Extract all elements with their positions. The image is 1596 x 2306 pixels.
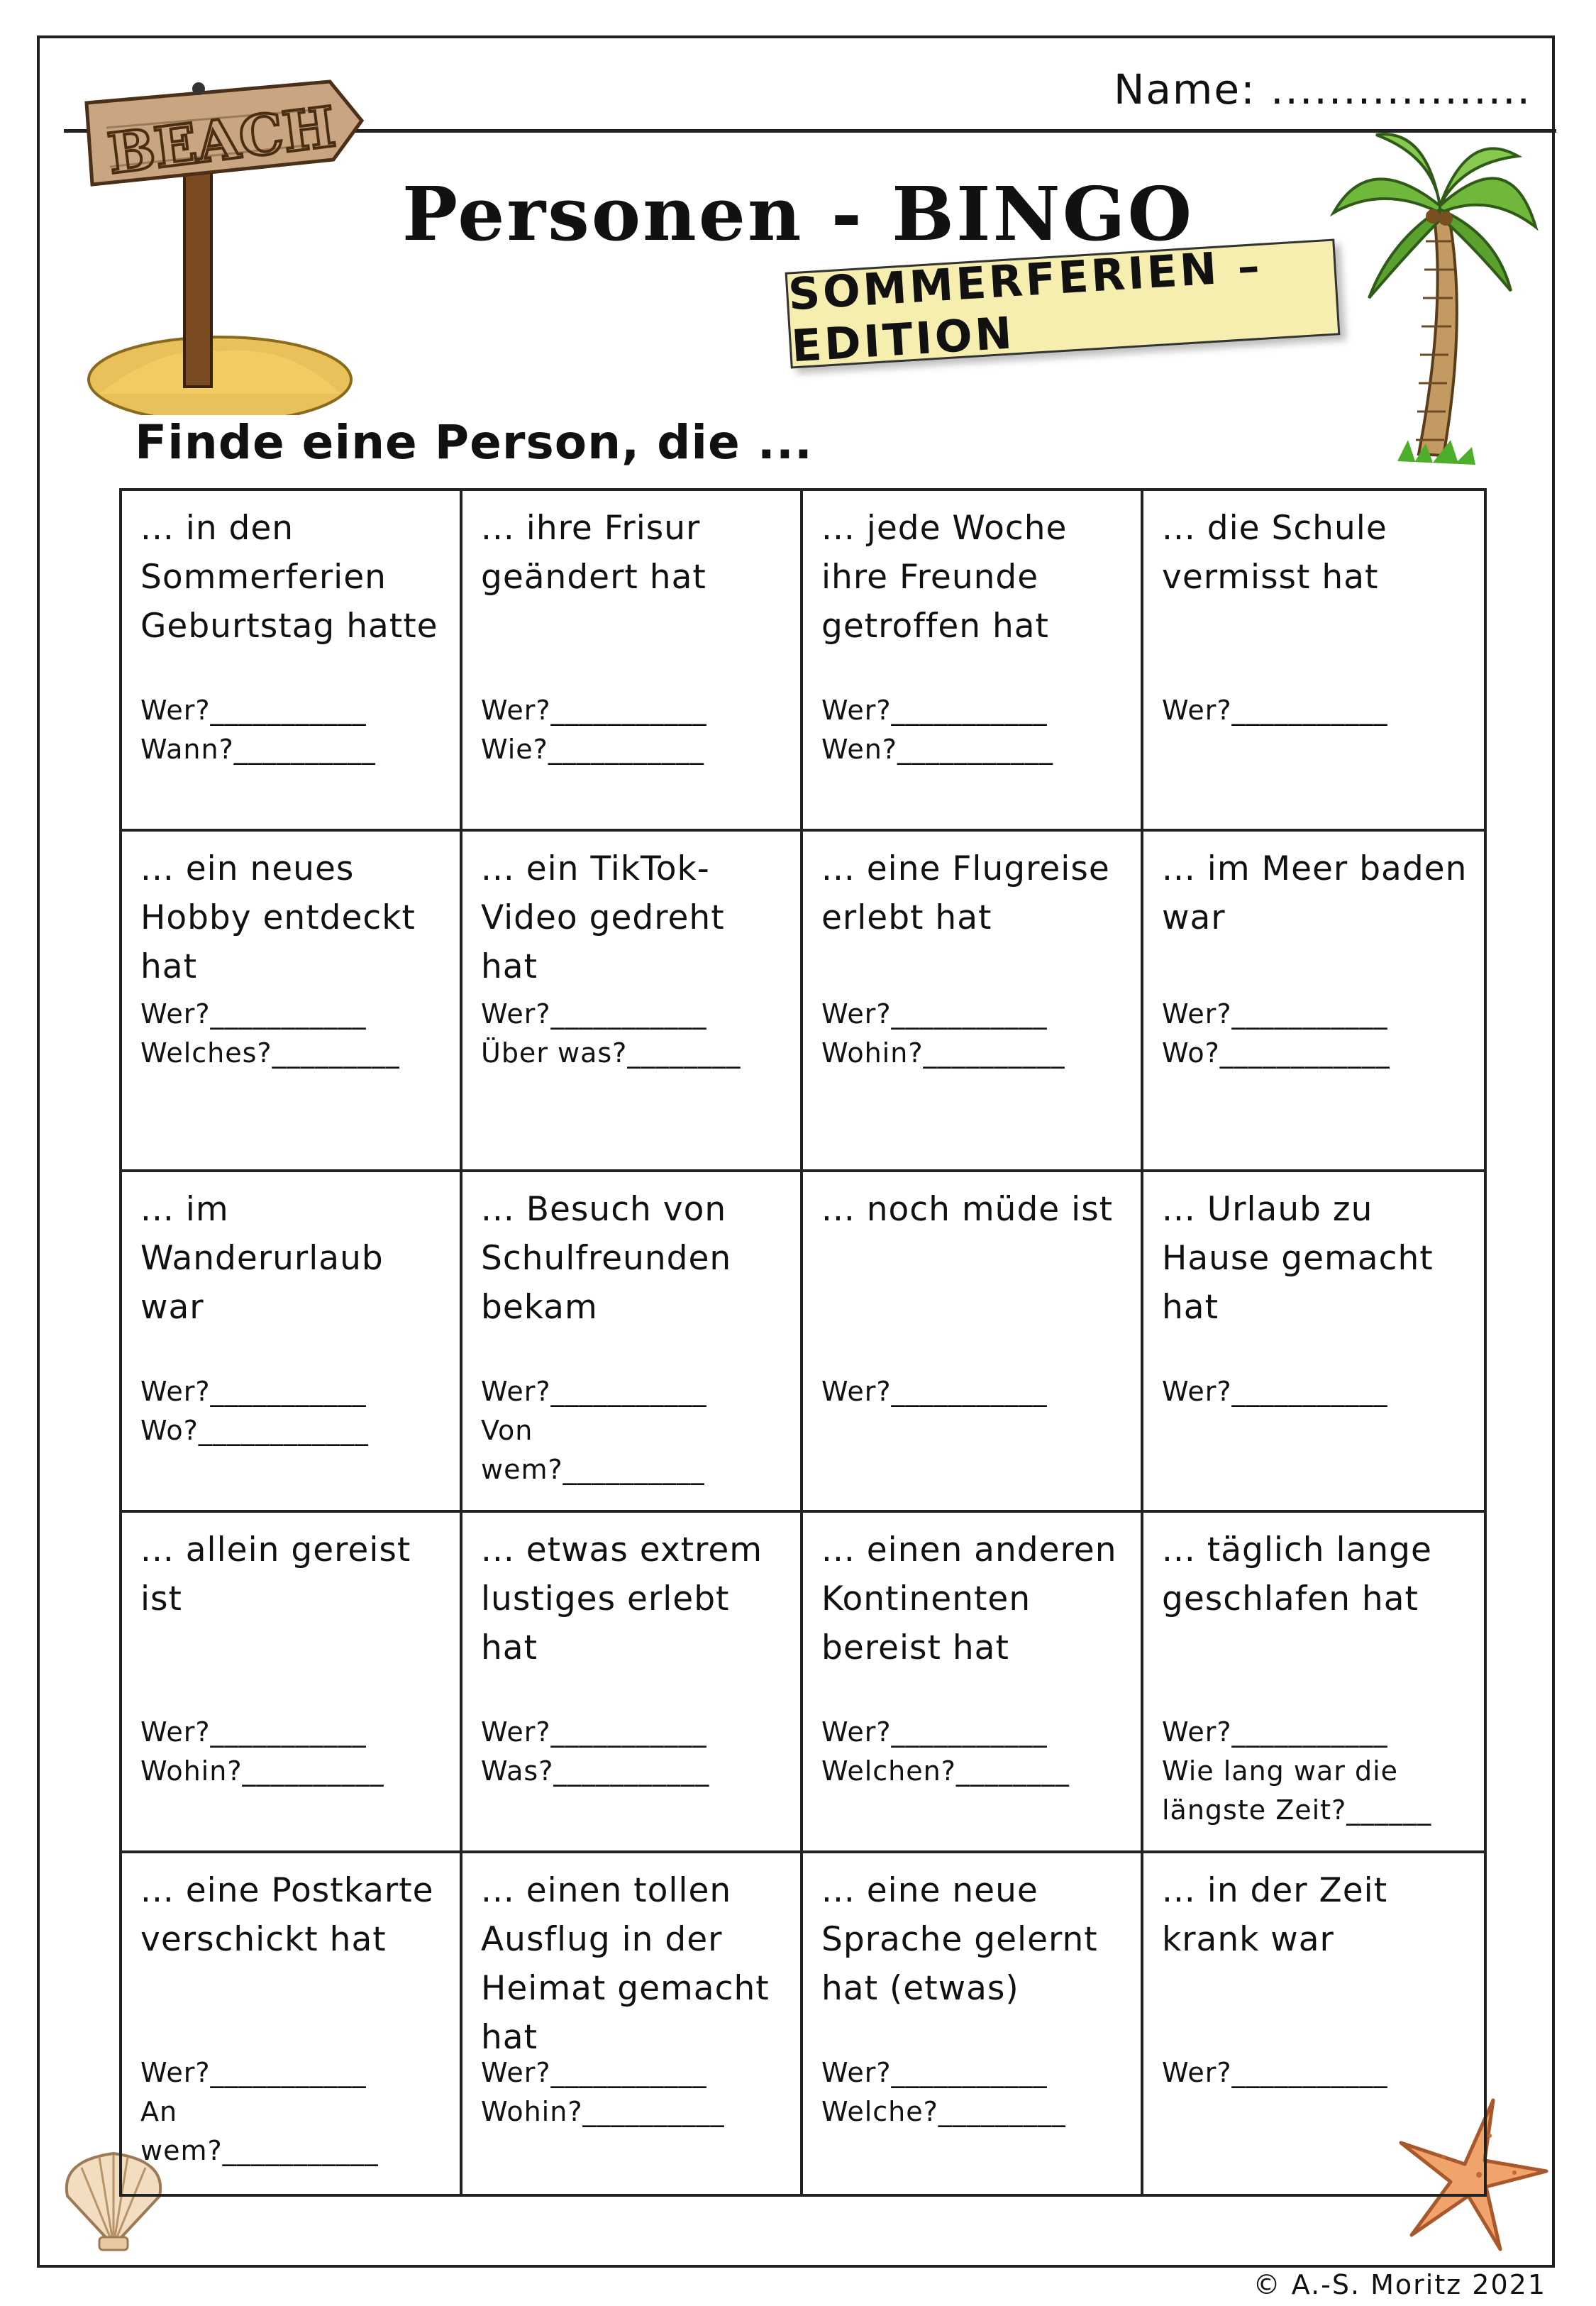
bingo-prompt: ... ein neues Hobby entdeckt hat [140,849,416,986]
bingo-cell[interactable] [122,491,462,832]
bingo-prompt: ... Besuch von Schulfreunden bekam [481,1190,732,1327]
answer-line[interactable]: An [140,2096,178,2127]
answer-line[interactable]: Wer?___________ [821,1716,1048,1748]
copyright-notice: © A.-S. Moritz 2021 [1253,2269,1546,2300]
bingo-prompt: ... eine neue Sprache gelernt hat (etwas) [821,1871,1098,2008]
bingo-prompt: ... in der Zeit krank war [1162,1871,1388,1959]
bingo-prompt: ... einen anderen Kontinenten bereist hat [821,1530,1117,1667]
answer-fields [140,1713,447,1791]
answer-fields [1162,691,1471,730]
answer-fields [140,2053,447,2170]
bingo-cell[interactable] [122,1513,462,1853]
answer-line[interactable]: wem?___________ [140,2135,379,2166]
bingo-cell[interactable] [1143,491,1484,832]
answer-line[interactable]: Wann?__________ [140,734,376,765]
answer-line[interactable]: Wer?___________ [821,695,1048,726]
task-instruction: Finde eine Person, die ... [135,415,813,470]
answer-line[interactable]: Von [481,1415,533,1446]
bingo-prompt: ... die Schule vermisst hat [1162,509,1387,597]
bingo-cell[interactable] [803,1172,1143,1513]
answer-fields [1162,2053,1471,2092]
bingo-prompt: ... Urlaub zu Hause gemacht hat [1162,1190,1434,1327]
answer-line[interactable]: Welches?_________ [140,1037,400,1069]
bingo-prompt: ... im Wanderurlaub war [140,1190,384,1327]
answer-fields [1162,1713,1471,1830]
answer-line[interactable]: Wer?___________ [140,1716,367,1748]
answer-line[interactable]: Wer?___________ [1162,998,1388,1030]
bingo-prompt: ... einen tollen Ausflug in der Heimat gemacht hat [481,1871,770,2057]
bingo-cell[interactable] [803,1513,1143,1853]
bingo-cell[interactable] [462,1172,803,1513]
answer-line[interactable]: Was?___________ [481,1755,710,1787]
edition-banner-text: SOMMERFERIEN – EDITION [787,239,1264,373]
bingo-cell[interactable] [122,1853,462,2194]
answer-line[interactable]: Wer?___________ [481,695,707,726]
answer-fields [1162,1372,1471,1411]
answer-fields [481,691,787,769]
answer-fields [821,2053,1128,2131]
answer-line[interactable]: längste Zeit?______ [1162,1794,1432,1826]
bingo-prompt: ... noch müde ist [821,1190,1114,1229]
answer-fields [481,1372,787,1489]
name-field[interactable]: Name: .................. [1114,65,1531,114]
answer-line[interactable]: Wer?___________ [821,2057,1048,2088]
bingo-cell[interactable] [122,1172,462,1513]
answer-line[interactable]: Wer?___________ [1162,1716,1388,1748]
answer-fields [1162,995,1471,1073]
answer-fields [140,995,447,1073]
bingo-cell[interactable] [803,1853,1143,2194]
bingo-cell[interactable] [803,491,1143,832]
answer-line[interactable]: Wer?___________ [821,1376,1048,1407]
answer-line[interactable]: Wer?___________ [1162,695,1388,726]
answer-line[interactable]: Wohin?__________ [140,1755,384,1787]
bingo-cell[interactable] [1143,1853,1484,2194]
bingo-prompt: ... eine Flugreise erlebt hat [821,849,1110,937]
answer-line[interactable]: Wer?___________ [481,1376,707,1407]
answer-line[interactable]: Wohin?__________ [821,1037,1065,1069]
bingo-prompt: ... im Meer baden war [1162,849,1468,937]
answer-fields [821,691,1128,769]
answer-line[interactable]: Wo?____________ [1162,1037,1390,1069]
bingo-prompt: ... täglich lange geschlafen hat [1162,1530,1432,1618]
answer-line[interactable]: Wer?___________ [481,2057,707,2088]
answer-fields [821,1713,1128,1791]
answer-fields [821,1372,1128,1411]
bingo-prompt: ... in den Sommerferien Geburtstag hatte [140,509,438,646]
answer-line[interactable]: Wer?___________ [140,998,367,1030]
answer-line[interactable]: Wie lang war die [1162,1755,1399,1787]
bingo-cell[interactable] [462,832,803,1172]
answer-line[interactable]: Wer?___________ [140,2057,367,2088]
bingo-cell[interactable] [1143,1172,1484,1513]
answer-line[interactable]: wem?__________ [481,1454,705,1485]
bingo-cell[interactable] [462,491,803,832]
answer-line[interactable]: Wer?___________ [140,1376,367,1407]
answer-fields [140,691,447,769]
answer-line[interactable]: Wo?____________ [140,1415,369,1446]
bingo-prompt: ... ihre Frisur geändert hat [481,509,706,597]
bingo-prompt: ... allein gereist ist [140,1530,411,1618]
answer-fields [481,2053,787,2131]
bingo-cell[interactable] [1143,832,1484,1172]
answer-line[interactable]: Wer?___________ [481,998,707,1030]
answer-line[interactable]: Wer?___________ [140,695,367,726]
answer-line[interactable]: Welchen?________ [821,1755,1070,1787]
bingo-prompt: ... ein TikTok-Video gedreht hat [481,849,725,986]
page-title: Personen - BINGO [401,170,1195,258]
answer-line[interactable]: Welche?_________ [821,2096,1066,2127]
bingo-grid [119,488,1487,2197]
bingo-prompt: ... eine Postkarte verschickt hat [140,1871,434,1959]
answer-line[interactable]: Wen?___________ [821,734,1053,765]
bingo-cell[interactable] [462,1513,803,1853]
answer-line[interactable]: Wer?___________ [1162,2057,1388,2088]
beach-sign-text: BEACH [104,94,339,187]
bingo-cell[interactable] [1143,1513,1484,1853]
answer-fields [821,995,1128,1073]
answer-line[interactable]: Wie?___________ [481,734,704,765]
answer-line[interactable]: Wohin?__________ [481,2096,725,2127]
answer-line[interactable]: Wer?___________ [481,1716,707,1748]
answer-line[interactable]: Über was?________ [481,1037,741,1069]
answer-fields [481,995,787,1073]
answer-line[interactable]: Wer?___________ [821,998,1048,1030]
answer-fields [140,1372,447,1450]
bingo-cell[interactable] [462,1853,803,2194]
bingo-cell[interactable] [122,832,462,1172]
answer-fields [481,1713,787,1791]
bingo-prompt: ... jede Woche ihre Freunde getroffen hat [821,509,1068,646]
bingo-prompt: ... etwas extrem lustiges erlebt hat [481,1530,763,1667]
bingo-cell[interactable] [803,832,1143,1172]
answer-line[interactable]: Wer?___________ [1162,1376,1388,1407]
